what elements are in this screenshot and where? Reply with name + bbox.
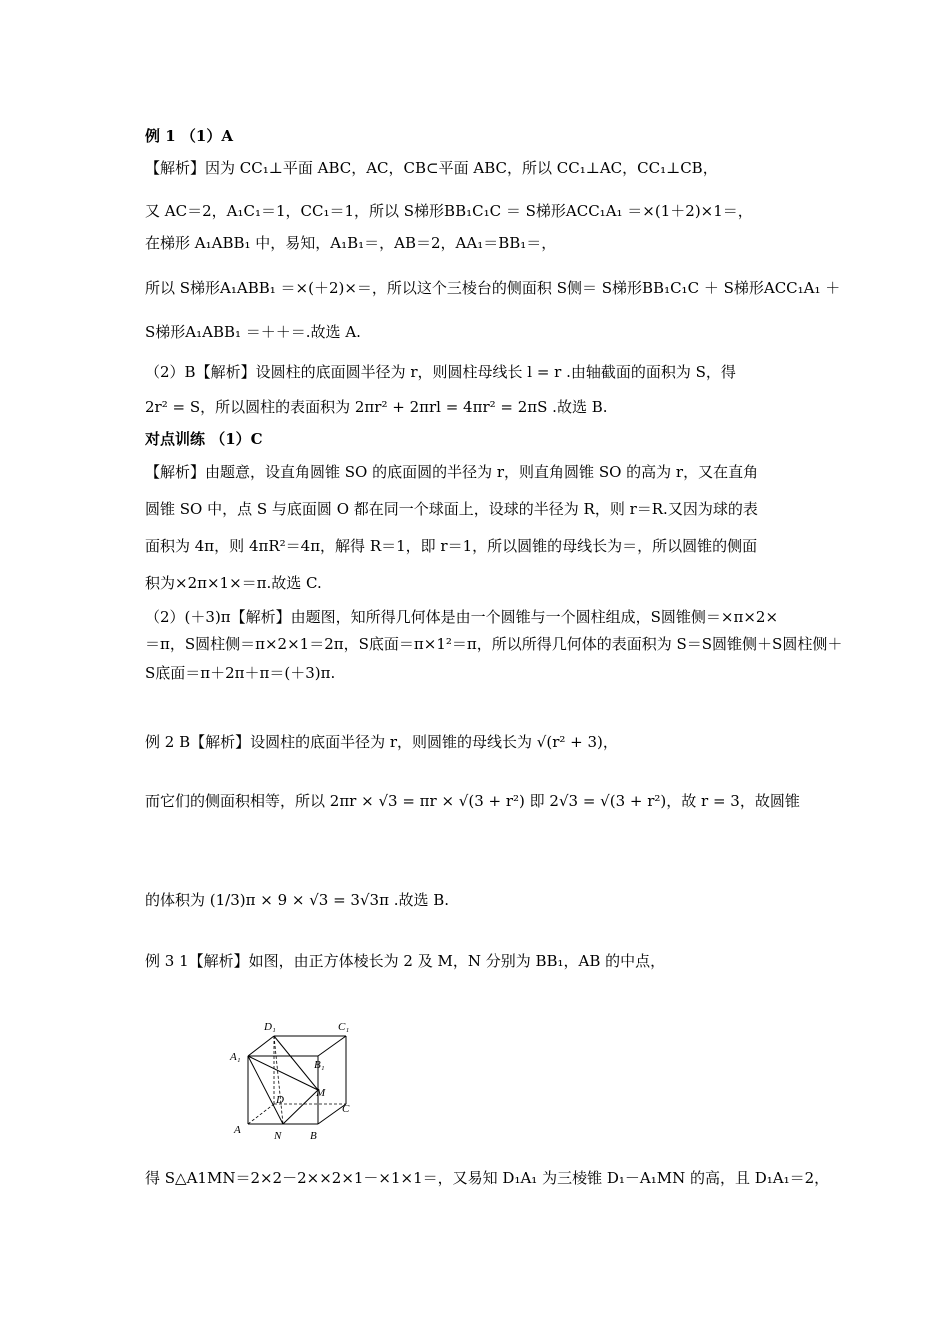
text-line: 圆锥 SO 中，点 S 与底面圆 O 都在同一个球面上，设球的半径为 R，则 r＝R.又因为球的表: [145, 500, 758, 518]
text-line: （2）(＋3)π【解析】由题图，知所得几何体是由一个圆锥与一个圆柱组成，S圆锥侧＝×π×2×: [145, 608, 779, 626]
label-M: M: [316, 1087, 326, 1099]
text-line: 积为×2π×1×＝π.故选 C.: [145, 574, 322, 592]
text-line: 面积为 4π，则 4πR²＝4π，解得 R＝1，即 r＝1，所以圆锥的母线长为＝，所以圆锥的侧面: [145, 537, 758, 555]
label-B: B: [310, 1130, 317, 1142]
example-2-line: 例 2 B【解析】设圆柱的底面半径为 r，则圆锥的母线长为 √(r² + 3)，: [145, 733, 618, 751]
label-N: N: [274, 1130, 282, 1142]
text-line: 2r² = S，所以圆柱的表面积为 2πr² + 2πrl = 4πr² = 2πS .故选 B.: [145, 398, 608, 416]
label-D: D: [276, 1094, 284, 1106]
label-D1: D₁: [264, 1021, 276, 1033]
label-A: A: [234, 1124, 241, 1136]
text-line: S底面＝π＋2π＋π＝(＋3)π.: [145, 664, 336, 682]
text-line: 【解析】由题意，设直角圆锥 SO 的底面圆的半径为 r，则直角圆锥 SO 的高为 r，又在直角: [145, 463, 759, 481]
cube-figure: [228, 1016, 368, 1146]
label-B1: B₁: [314, 1059, 325, 1071]
text-line: 【解析】因为 CC₁⊥平面 ABC，AC，CB⊂平面 ABC，所以 CC₁⊥AC，CC₁⊥CB，: [145, 159, 718, 177]
label-C: C: [342, 1103, 350, 1115]
text-line: 所以 S梯形A₁ABB₁ ＝×(＋2)×＝，所以这个三棱台的侧面积 S侧＝ S梯形BB₁C₁C ＋ S梯形ACC₁A₁ ＋: [145, 279, 841, 297]
label-A1: A₁: [230, 1051, 241, 1063]
example-3-line: 例 3 1【解析】如图，由正方体棱长为 2 及 M，N 分别为 BB₁，AB 的中点，: [145, 952, 666, 970]
example-1-heading: 例 1 （1）A: [145, 127, 233, 145]
practice-heading: 对点训练 （1）C: [145, 430, 263, 448]
text-line: S梯形A₁ABB₁ ＝＋＋＝.故选 A.: [145, 323, 361, 341]
label-C1: C₁: [338, 1021, 350, 1033]
text-line: ＝π，S圆柱侧＝π×2×1＝2π，S底面＝π×1²＝π，所以所得几何体的表面积为 S＝S圆锥侧＋S圆柱侧＋: [145, 635, 843, 653]
text-line: 得 S△A1MN＝2×2－2××2×1－×1×1＝，又易知 D₁A₁ 为三棱锥 D₁－A₁MN 的高，且 D₁A₁＝2，: [145, 1169, 830, 1187]
text-line: 的体积为 (1/3)π × 9 × √3 = 3√3π .故选 B.: [145, 891, 450, 909]
text-line: 在梯形 A₁ABB₁ 中，易知，A₁B₁＝，AB＝2，AA₁＝BB₁＝，: [145, 234, 557, 252]
text-line: （2）B【解析】设圆柱的底面圆半径为 r，则圆柱母线长 l = r .由轴截面的面积为 S，得: [145, 363, 736, 381]
text-line: 而它们的侧面积相等，所以 2πr × √3 = πr × √(3 + r²) 即 2√3 = √(3 + r²)，故 r = 3，故圆锥: [145, 792, 800, 810]
text-line: 又 AC＝2，A₁C₁＝1，CC₁＝1，所以 S梯形BB₁C₁C ＝ S梯形ACC₁A₁ ＝×(1＋2)×1＝，: [145, 202, 753, 220]
